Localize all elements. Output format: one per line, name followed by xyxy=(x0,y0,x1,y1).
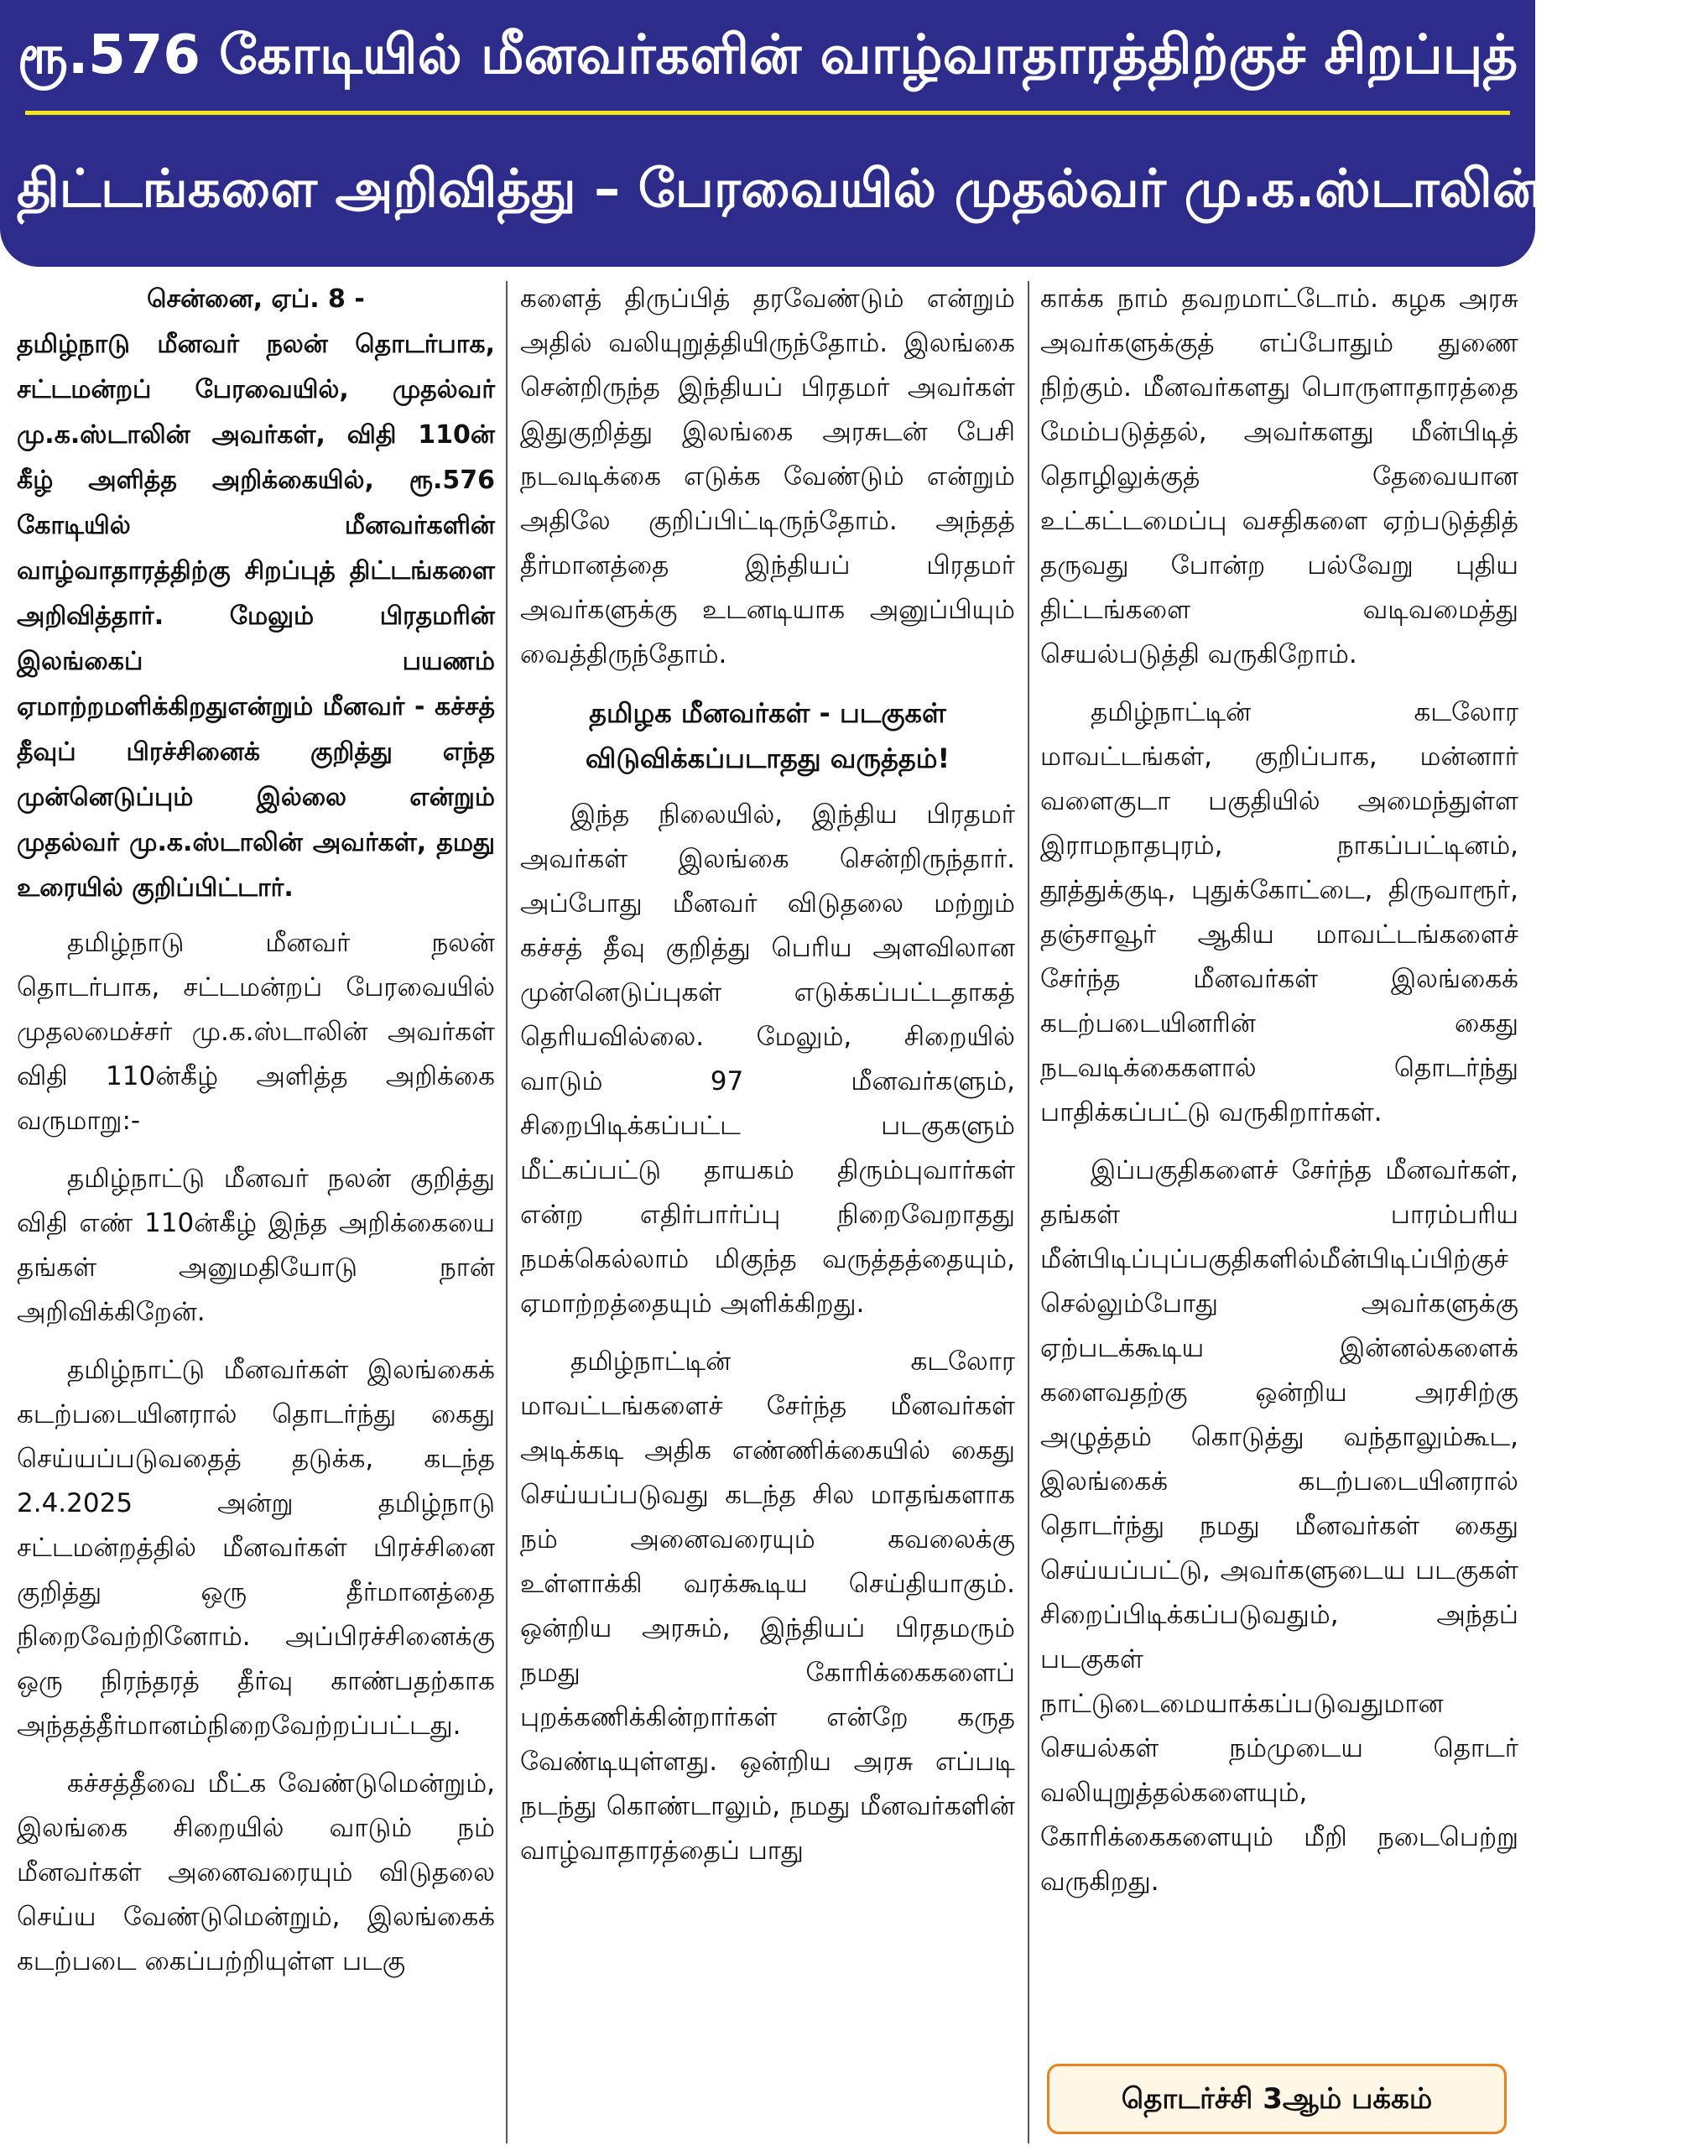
article-column-3 xyxy=(1040,277,1518,2047)
paragraph: தமிழ்நாட்டின் கடலோர மாவட்டங்களைச் சேர்ந்த மீனவர்கள் அடிக்கடி அதிக எண்ணிக்கையில் கைது செய்யப்படுவது கடந்த சில மாதங்களாக நம் அனைவரையும் கவலைக்கு உள்ளாக்கி வரக்கூடிய செய்தியாகும். ஒன்றிய அரசும், இந்தியப் பிரதமரும் நமது கோரிக்கைகளைப் புறக்கணிக்கின்றார்கள் என்றே கருத வேண்டியுள்ளது. ஒன்றிய அரசு எப்படி நடந்து கொண்டாலும், நமது மீனவர்களின் வாழ்வாதாரத்தைப் பாது xyxy=(520,1346,1015,1866)
paragraph: தமிழ்நாடு மீனவர் நலன் தொடர்பாக, சட்டமன்றப் பேரவையில் முதலமைச்சர் மு.க.ஸ்டாலின் அவர்கள் விதி 110ன்கீழ் அளித்த அறிக்கை வருமாறு:- xyxy=(17,928,495,1136)
headline-line-2: திட்டங்களை அறிவித்து – பேரவையில் முதல்வர் மு.க.ஸ்டாலின் உரை! xyxy=(17,158,1708,219)
headline-line-1: ரூ.576 கோடியில் மீனவர்களின் வாழ்வாதாரத்திற்குச் சிறப்புத் xyxy=(17,24,1518,86)
article-dateline: சென்னை, ஏப். 8 - xyxy=(147,284,365,314)
paragraph: இப்பகுதிகளைச் சேர்ந்த மீனவர்கள், தங்கள் பாரம்பரிய மீன்பிடிப்புப்பகுதிகளில்மீன்பிடிப்பிற்குச் செல்லும்போது அவர்களுக்கு ஏற்படக்கூடிய இன்னல்களைக் களைவதற்கு ஒன்றிய அரசிற்கு அழுத்தம் கொடுத்து வந்தாலும்கூட, இலங்கைக் கடற்படையினரால் தொடர்ந்து நமது மீனவர்கள் கைது செய்யப்பட்டு, அவர்களுடைய படகுகள் சிறைப்பிடிக்கப்படுவதும், அந்தப் படகுகள் நாட்டுடைமையாக்கப்படுவதுமான செயல்கள் நம்முடைய தொடர் வலியுறுத்தல்களையும், கோரிக்கைகளையும் மீறி நடைபெற்று வருகிறது. xyxy=(1040,1155,1518,1897)
article-lead xyxy=(17,277,495,911)
paragraph: இந்த நிலையில், இந்திய பிரதமர் அவர்கள் இலங்கை சென்றிருந்தார். அப்போது மீனவர் விடுதலை மற்றும் கச்சத் தீவு குறித்து பெரிய அளவிலான முன்னெடுப்புகள் எடுக்கப்பட்டதாகத் தெரியவில்லை. மேலும், சிறையில் வாடும் 97 மீனவர்களும், சிறைபிடிக்கப்பட்ட படகுகளும் மீட்கப்பட்டு தாயகம் திரும்புவார்கள் என்ற எதிர்பார்ப்பு நிறைவேறாதது நமக்கெல்லாம் மிகுந்த வருத்தத்தையும், ஏமாற்றத்தையும் அளிக்கிறது. xyxy=(520,799,1015,1319)
column-divider-1 xyxy=(506,281,508,2143)
paragraph: தமிழ்நாட்டு மீனவர்கள் இலங்கைக் கடற்படையினரால் தொடர்ந்து கைது செய்யப்படுவதைத் தடுக்க, கடந்த 2.4.2025 அன்று தமிழ்நாடு சட்டமன்றத்தில் மீனவர்கள் பிரச்சினை குறித்து ஒரு தீர்மானத்தை நிறைவேற்றினோம். அப்பிரச்சினைக்கு ஒரு நிரந்தரத் தீர்வு காண்பதற்காக அந்தத்தீர்மானம்நிறைவேற்றப்பட்டது. xyxy=(17,1355,495,1741)
article-lead-text: தமிழ்நாடு மீனவர் நலன் தொடர்பாக, சட்டமன்றப் பேரவையில், முதல்வர் மு.க.ஸ்டாலின் அவர்கள், விதி 110ன் கீழ் அளித்த அறிக்கையில், ரூ.576 கோடியில் மீனவர்களின் வாழ்வாதாரத்திற்கு சிறப்புத் திட்டங்களை அறிவித்தார். மேலும் பிரதமரின் இலங்கைப் பயணம் ஏமாற்றமளிக்கிறதுஎன்றும் மீனவர் - கச்சத் தீவுப் பிரச்சினைக் குறித்து எந்த முன்னெடுப்பும் இல்லை என்றும் முதல்வர் மு.க.ஸ்டாலின் அவர்கள், தமது உரையில் குறிப்பிட்டார். xyxy=(17,330,495,903)
article-column-1 xyxy=(17,277,495,2148)
headline-banner xyxy=(0,0,1708,267)
column-divider-2 xyxy=(1028,281,1029,2143)
paragraph: கச்சத்தீவை மீட்க வேண்டுமென்றும், இலங்கை சிறையில் வாடும் நம் மீனவர்கள் அனைவரையும் விடுதலை செய்ய வேண்டுமென்றும், இலங்கைக் கடற்படை கைப்பற்றியுள்ள படகு xyxy=(17,1768,495,1976)
article-subheading: தமிழக மீனவர்கள் - படகுகள் விடுவிக்கப்படாதது வருத்தம்! xyxy=(585,697,950,774)
paragraph: காக்க நாம் தவறமாட்டோம். கழக அரசு அவர்களுக்குத் எப்போதும் துணை நிற்கும். மீனவர்களது பொருளாதாரத்தை மேம்படுத்தல், அவர்களது மீன்பிடித் தொழிலுக்குத் தேவையான உட்கட்டமைப்பு வசதிகளை ஏற்படுத்தித் தருவது போன்ற பல்வேறு புதிய திட்டங்களை வடிவமைத்து செயல்படுத்தி வருகிறோம். xyxy=(1040,284,1518,669)
paragraph: களைத் திருப்பித் தரவேண்டும் என்றும் அதில் வலியுறுத்தியிருந்தோம். இலங்கை சென்றிருந்த இந்தியப் பிரதமர் அவர்கள் இதுகுறித்து இலங்கை அரசுடன் பேசி நடவடிக்கை எடுக்க வேண்டும் என்றும் அதிலே குறிப்பிட்டிருந்தோம். அந்தத் தீர்மானத்தை இந்தியப் பிரதமர் அவர்களுக்கு உடனடியாக அனுப்பியும் வைத்திருந்தோம். xyxy=(520,284,1015,669)
paragraph: தமிழ்நாட்டு மீனவர் நலன் குறித்து விதி எண் 110ன்கீழ் இந்த அறிக்கையை தங்கள் அனுமதியோடு நான் அறிவிக்கிறேன். xyxy=(17,1164,495,1327)
paragraph: தமிழ்நாட்டின் கடலோர மாவட்டங்கள், குறிப்பாக, மன்னார் வளைகுடா பகுதியில் அமைந்துள்ள இராமநாதபுரம், நாகப்பட்டினம், தூத்துக்குடி, புதுக்கோட்டை, திருவாரூர், தஞ்சாவூர் ஆகிய மாவட்டங்களைச் சேர்ந்த மீனவர்கள் இலங்கைக் கடற்படையினரின் கைது நடவடிக்கைகளால் தொடர்ந்து பாதிக்கப்பட்டு வருகிறார்கள். xyxy=(1040,697,1518,1127)
continued-on-page-3-box: தொடர்ச்சி 3ஆம் பக்கம் xyxy=(1047,2064,1507,2134)
headline-divider xyxy=(25,111,1510,115)
article-column-2 xyxy=(520,277,1015,2148)
